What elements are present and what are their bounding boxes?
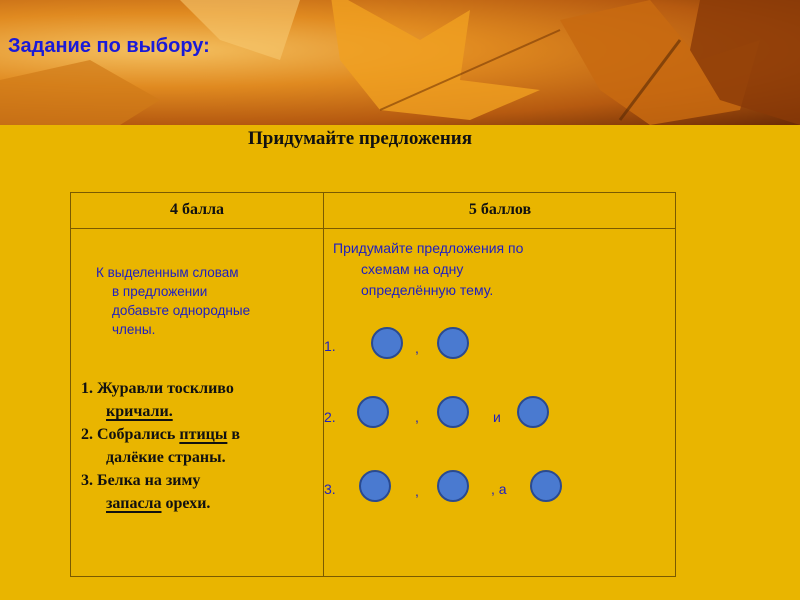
task-table [70,192,676,577]
left-task-instructions [96,263,316,339]
scheme-conjunction: и [493,409,501,425]
sentence-list [81,377,321,515]
highlighted-word: запасла [106,495,162,512]
sentence-2 [81,423,321,469]
scheme-circle [437,470,469,502]
scheme-2-number: 2. [324,409,336,425]
scheme-circle [530,470,562,502]
scheme-separator: , [415,483,419,499]
subtitle: Придумайте предложения [247,128,473,149]
sentence-text: далёкие страны. [106,449,226,466]
sentence-number: 2. [81,426,97,443]
sentence-text: Белка на зиму [97,472,201,489]
left-task-line: добавьте однородные [112,303,251,318]
right-task-instructions [333,238,673,301]
sentence-text: орехи. [161,495,211,512]
sentence-3 [81,469,321,515]
header-4-points: 4 балла [169,201,225,218]
sentence-number: 3. [81,472,97,489]
scheme-3-number: 3. [324,481,336,497]
header-5-points: 5 баллов [468,201,532,218]
scheme-circle [517,396,549,428]
scheme-circle [437,327,469,359]
header-divider [71,228,675,229]
sentence-text: Журавли тоскливо [97,380,234,397]
right-task-line: Придумайте предложения по [333,240,524,256]
left-task-line: в предложении [112,284,208,299]
autumn-leaves-banner [0,0,800,125]
left-task-line: К выделенным словам [96,265,239,280]
scheme-circle [359,470,391,502]
sentence-1 [81,377,321,423]
right-task-line: схемам на одну [361,261,464,277]
highlighted-word: кричали. [106,403,173,420]
left-task-line: члены. [112,322,156,337]
sentence-text: Собрались [97,426,180,443]
slide-title: Задание по выбору: [8,35,210,57]
scheme-separator: , [415,409,419,425]
column-divider [323,193,324,576]
scheme-conjunction: , а [491,481,507,497]
sentence-number: 1. [81,380,97,397]
scheme-1-number: 1. [324,338,336,354]
sentence-text: в [227,426,241,443]
leaves-image [0,0,800,125]
scheme-separator: , [415,340,419,356]
scheme-circle [371,327,403,359]
scheme-circle [357,396,389,428]
highlighted-word: птицы [179,426,228,443]
right-task-line: определённую тему. [361,282,494,298]
scheme-circle [437,396,469,428]
